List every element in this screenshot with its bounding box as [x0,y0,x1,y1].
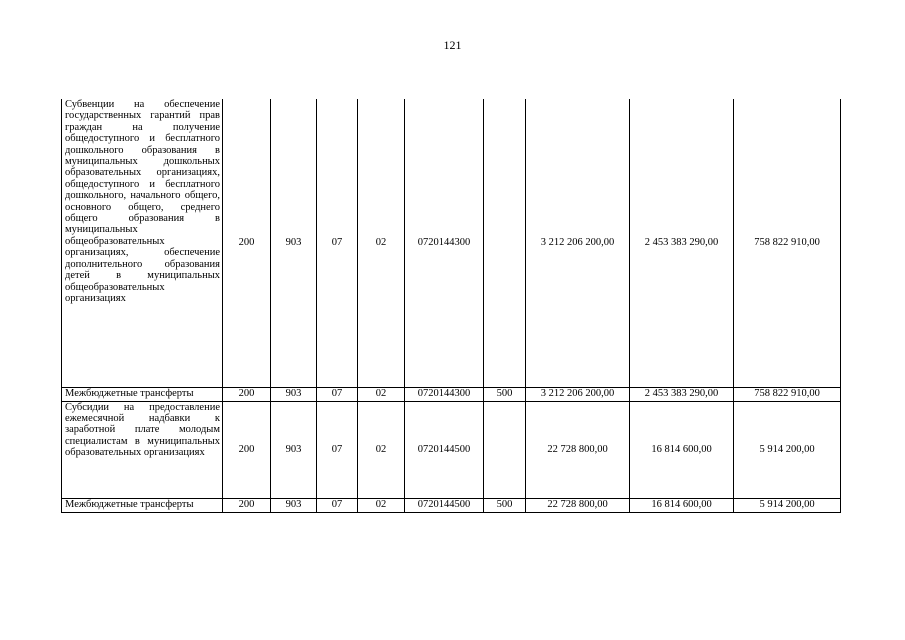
cell-subsection: 02 [358,387,405,401]
cell-expense-type: 500 [484,498,526,512]
cell-section: 07 [317,387,358,401]
cell-amount-1: 16 814 600,00 [630,401,734,498]
cell-code: 200 [223,498,271,512]
cell-total: 3 212 206 200,00 [526,387,630,401]
row-name: Субвенции на обеспечение государственных гарантий прав граждан на получение общедоступного и бесплатного дошкольного образования в муниципальных дошкольных образовательных организациях, общедоступного и бесплатного дошкольного, начального общего, основного общего, среднего общего образования в муниципальных общеобразовательных организациях, обеспечение дополнительного образования детей в муниципальных общеобразовательных организациях [62,99,223,387]
cell-target: 0720144500 [405,498,484,512]
cell-section: 07 [317,498,358,512]
cell-subsection: 02 [358,401,405,498]
cell-target: 0720144500 [405,401,484,498]
cell-code: 200 [223,387,271,401]
cell-amount-2: 758 822 910,00 [734,99,841,387]
cell-expense-type [484,401,526,498]
cell-expense-type [484,99,526,387]
cell-subsection: 02 [358,99,405,387]
cell-amount-2: 5 914 200,00 [734,401,841,498]
cell-target: 0720144300 [405,99,484,387]
table-row [62,401,841,498]
row-name: Межбюджетные трансферты [62,498,223,512]
cell-section: 07 [317,401,358,498]
cell-expense-type: 500 [484,387,526,401]
row-name: Субсидии на предоставление ежемесячной надбавки к заработной плате молодым специалистам в муниципальных образовательных организациях [62,401,223,498]
cell-amount-1: 2 453 383 290,00 [630,99,734,387]
cell-code: 200 [223,401,271,498]
cell-section: 07 [317,99,358,387]
cell-total: 3 212 206 200,00 [526,99,630,387]
table-row [62,99,841,387]
page-number: 121 [443,38,462,52]
cell-amount-1: 2 453 383 290,00 [630,387,734,401]
cell-total: 22 728 800,00 [526,498,630,512]
cell-ministry: 903 [271,387,317,401]
cell-subsection: 02 [358,498,405,512]
cell-code: 200 [223,99,271,387]
row-name: Межбюджетные трансферты [62,387,223,401]
cell-amount-2: 5 914 200,00 [734,498,841,512]
cell-amount-1: 16 814 600,00 [630,498,734,512]
cell-ministry: 903 [271,498,317,512]
table-row [62,498,841,512]
cell-ministry: 903 [271,401,317,498]
table-row [62,387,841,401]
cell-target: 0720144300 [405,387,484,401]
cell-total: 22 728 800,00 [526,401,630,498]
cell-ministry: 903 [271,99,317,387]
budget-table [61,99,841,513]
cell-amount-2: 758 822 910,00 [734,387,841,401]
